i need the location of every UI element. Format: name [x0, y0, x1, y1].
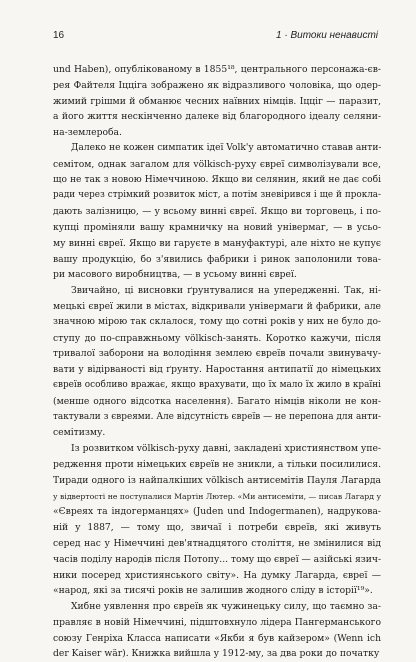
- text-line: ри масового виробництва, — в усьому винні євреї.: [53, 269, 297, 281]
- text-line: Далеко не кожен симпатик ідеї Volk'у автоматично ставав анти-: [71, 142, 382, 153]
- text-line: жимий грішми й обманює чесних наївних німців. Іцціг — паразит,: [53, 95, 381, 107]
- text-line: значною мірою так склалося, тому що сотні років у них не було до-: [53, 316, 381, 327]
- text-line: часів поділу народів після Потопу... тому що євреї — азійські язич-: [53, 553, 382, 565]
- text-line: серед нас у Німеччині дев'ятнадцятого століття, не змінилися від: [53, 537, 381, 549]
- text-line: (менше одного відсотка населення). Багато німців ніколи не кон-: [53, 395, 381, 407]
- text-line: ники посеред християнського світу». На думку Лагарда, євреї —: [53, 569, 381, 581]
- text-line: мецькі євреї жили в містах, відкривали універмаги й фабрики, але: [53, 300, 381, 312]
- text-line: редження проти німецьких євреїв не зникли, а тільки посилилися.: [53, 458, 381, 470]
- text-line: ступу до по-справжньому völkisch-занять. Коротко кажучи, після: [53, 332, 381, 344]
- text-line: der Kaiser wär). Книжка вийшла у 1912-му, за два роки до початку: [53, 648, 380, 660]
- text-line: ради через стрімкий розвиток міст, а потім зневірився і ще й прокла-: [53, 190, 381, 201]
- text-line: що не так з новою Німеччиною. Якщо ви селянин, який не дає собі: [53, 174, 381, 185]
- text-line: ній у 1887, — тому що, звичаї і потреби євреїв, які живуть: [53, 522, 381, 534]
- paragraph: [53, 283, 381, 441]
- text-line: тактували з євреями. Але відсутність євреїв — не перепона для анти-: [53, 411, 381, 422]
- page-number: 16: [53, 30, 65, 41]
- text-line: на-землероба.: [53, 127, 122, 139]
- text-line: євреїв особливо вражає, якщо врахувати, що їх мало їх жило в країні: [53, 379, 381, 390]
- paragraph: [53, 141, 381, 283]
- text-line: «Євреях та індогерманцях» (Juden und Indogermanen), надрукова-: [53, 506, 381, 518]
- text-line: und Haben), опублікованому в 1855¹⁸, центрального персонажа-єв-: [53, 64, 381, 75]
- paragraph: [53, 441, 381, 599]
- text-line: правляє в новій Німеччині, підштовхнуло лідера Пангерманського: [53, 616, 381, 628]
- text-line: Хибне уявлення про євреїв як чужинецьку силу, що таємно за-: [71, 601, 381, 613]
- text-line: му винні євреї. Якщо ви гаруєте в мануфактурі, але ніхто не купує: [53, 237, 381, 249]
- text-line: вашу продукцію, бо з'явились фабрики і ринок заполонили това-: [53, 253, 381, 265]
- text-line: Тиради одного із найпалкіших völkisch антисемітів Пауля Лагарда: [53, 474, 381, 486]
- text-line: Звичайно, ці висновки ґрунтувалися на упередженні. Так, ні-: [71, 285, 381, 297]
- text-line: тривалої заборони на володіння землею євреїв почали звинувачу-: [53, 348, 381, 360]
- text-line: вати у відірваності від ґрунту. Наростання антипатії до німецьких: [53, 364, 381, 376]
- text-line: Із розвитком völkisch-руху давні, закладені християнством упе-: [71, 443, 381, 455]
- paragraph: [53, 62, 381, 141]
- text-line: рея Файтеля Іцціга зображено як відразливого чоловіка, що одер-: [53, 79, 381, 91]
- text-line: «народ, які за тисячі років не залишив жодного сліду в історії¹⁹».: [53, 585, 373, 597]
- text-line: дають залізницю, — у всьому винні євреї. Якщо ви торговець, і по-: [53, 206, 381, 218]
- text-line: семітизму.: [53, 427, 106, 439]
- running-head: 1 · Витоки ненависті: [276, 30, 378, 41]
- paragraph: [53, 599, 381, 662]
- text-line: союзу Генріха Класса написати «Якби я був кайзером» (Wenn ich: [53, 632, 381, 644]
- text-line: а його життя нескінченно далеке від благородного ідеалу селяни-: [53, 111, 381, 123]
- text-line: купці проміняли вашу крамничку на новий універмаг, — в усьо-: [53, 221, 381, 233]
- text-line: у відвертості не поступалися Мартін Лютер. «Ми антисеміти, — писав Лагард у: [53, 491, 381, 501]
- body-text: [53, 62, 381, 662]
- page-header: [53, 30, 378, 46]
- text-line: семітом, однак загалом для völkisch-руху євреї символізували все,: [53, 158, 381, 170]
